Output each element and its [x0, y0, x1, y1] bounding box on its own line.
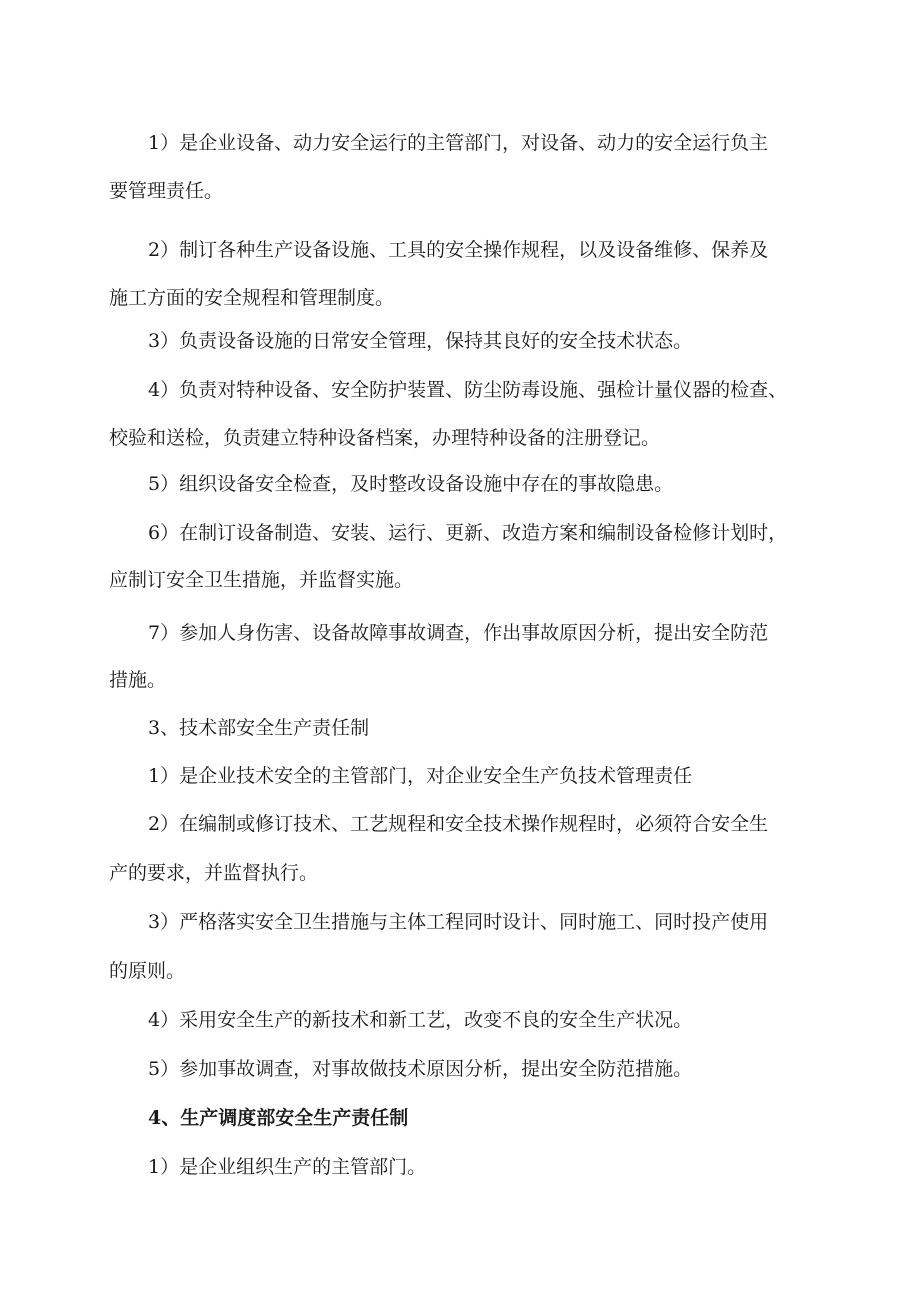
tech-item-1-line-1: 1）是企业技术安全的主管部门，对企业安全生产负技术管理责任 [148, 765, 693, 787]
para-2-line-1: 2）制订各种生产设备设施、工具的安全操作规程，以及设备维修、保养及 [148, 239, 769, 261]
para-6-line-2: 应制订安全卫生措施，并监督实施。 [109, 569, 414, 591]
tech-item-3-line-2: 的原则。 [109, 960, 186, 982]
para-7-line-1: 7）参加人身伤害、设备故障事故调查，作出事故原因分析，提出安全防范 [148, 622, 769, 644]
para-1-line-2: 要管理责任。 [109, 180, 224, 202]
section-heading-tech-dept: 3、技术部安全生产责任制 [148, 717, 370, 739]
para-6-line-1: 6）在制订设备制造、安装、运行、更新、改造方案和编制设备检修计划时， [148, 522, 788, 544]
section-heading-production-dispatch: 4、生产调度部安全生产责任制 [148, 1107, 409, 1129]
para-3-line-1: 3）负责设备设施的日常安全管理，保持其良好的安全技术状态。 [148, 330, 693, 352]
para-4-line-2: 校验和送检，负责建立特种设备档案，办理特种设备的注册登记。 [109, 427, 661, 449]
para-5-line-1: 5）组织设备安全检查，及时整改设备设施中存在的事故隐患。 [148, 473, 674, 495]
para-4-line-1: 4）负责对特种设备、安全防护装置、防尘防毒设施、强检计量仪器的检查、 [148, 379, 788, 401]
tech-item-5-line-1: 5）参加事故调查，对事故做技术原因分析，提出安全防范措施。 [148, 1058, 693, 1080]
tech-item-2-line-2: 产的要求，并监督执行。 [109, 862, 319, 884]
para-2-line-2: 施工方面的安全规程和管理制度。 [109, 287, 395, 309]
tech-item-3-line-1: 3）严格落实安全卫生措施与主体工程同时设计、同时施工、同时投产使用 [148, 911, 769, 933]
dispatch-item-1-line-1: 1）是企业组织生产的主管部门。 [148, 1156, 427, 1178]
tech-item-4-line-1: 4）采用安全生产的新技术和新工艺，改变不良的安全生产状况。 [148, 1009, 693, 1031]
para-7-line-2: 措施。 [109, 669, 167, 691]
tech-item-2-line-1: 2）在编制或修订技术、工艺规程和安全技术操作规程时，必须符合安全生 [148, 813, 769, 835]
para-1-line-1: 1）是企业设备、动力安全运行的主管部门，对设备、动力的安全运行负主 [148, 132, 769, 154]
